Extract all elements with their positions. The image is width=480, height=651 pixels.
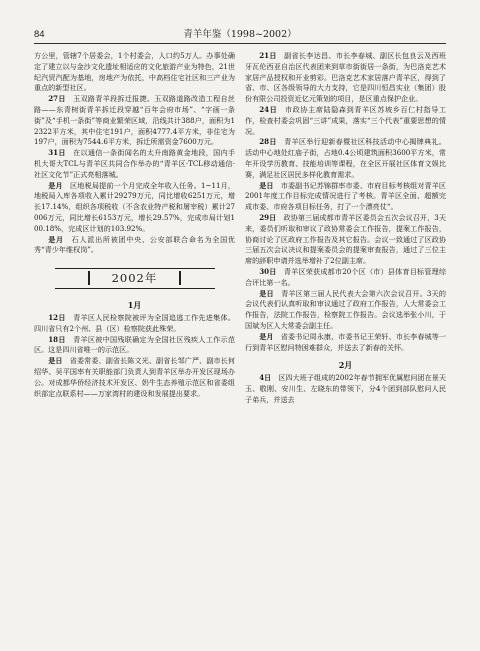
- left-column: [34, 51, 235, 406]
- entry-date: 31日: [48, 148, 66, 158]
- entry-text: 青羊区被中国残联确定为全国社区残疾人工作示范区。这是四川省唯一的示范区。: [34, 334, 236, 355]
- entry-date: 27日: [48, 94, 66, 104]
- year-heading-text: 2002年: [88, 271, 182, 285]
- entry-text: 市委副书记苏锦群率市委、市府目标考核组对青羊区2001年度工作目标完成情况进行了考核。青羊区全面、超额完成市委、市府各项目标任务，打了一个漂亮仗“。: [245, 180, 447, 212]
- entry-date: 是月: [48, 180, 63, 190]
- entry: [34, 181, 235, 235]
- entry-date: 30日: [259, 266, 277, 276]
- entry-date: 28日: [259, 137, 277, 147]
- entry-text: 玉双路青羊段拆迁报捷。玉双路道路改造工程自丝路——东青树街青羊拆迁段穿越“百年会府市场”、“字画一条街”及“手机一条街”等商业繁荣区域，沿线共计388户，面积为12322平方米，其中住宅191户，面积4777.4平方米，非住宅为197户，面积为7544.6平方米，拆迁所需资金7600万元。: [34, 94, 236, 147]
- entry-text: 省委书记周永康、市委书记王荣轩、市长李春城等一行到青羊区慰问特困难群众，并送去了新春的关怀。: [245, 331, 447, 352]
- page-header: [34, 30, 446, 44]
- entry-date: 18日: [48, 334, 66, 344]
- entry-date: 29日: [259, 212, 277, 222]
- entry: [245, 51, 446, 105]
- entry-date: 是月: [259, 331, 274, 341]
- entry-text: 副省长李达昌、市长李春城、副区长包良云及西班牙瓦伦西亚自治区代表团来到草市街街居一条街，为巴洛克艺术家居产品授权和开业剪彩。巴洛克艺术家居落户青羊区，得到了省、市、区各级领导的大力支持，它是四川恒昌实业（集团）股份有限公司投资近亿元策划的项目，是区重点保护企业。: [245, 51, 447, 104]
- entry: [245, 373, 446, 405]
- entry-text: 青羊区人民检察院被评为全国追逃工作先进集体。四川省只有2个州、县（区）检察院获此殊荣。: [34, 312, 236, 333]
- month-heading: 2月: [338, 360, 353, 371]
- paragraph: [34, 51, 235, 94]
- entry: [245, 332, 446, 354]
- entry: [245, 213, 446, 267]
- entry-text: 政协第三届成都市青羊区委员会五次会议召开，3天来，委员们听取和审议了政协常委会工作报告，提案工作报告，协商讨论了区政府工作报告及其它报告。会议一致通过了区政协三届五次会议决议和提案委员会的提案审查报告，通过了三位主席的辞职申请并选举增补了2位副主席。: [245, 212, 447, 266]
- entry-date: 24日: [259, 104, 278, 114]
- entry: [245, 267, 446, 289]
- page-number: 84: [34, 29, 45, 40]
- entry-text: 区四大班子组成的2002年春节拥军优属慰问团在景天玉、敬刚、安川生、左晓东的带领下，分4个团到部队慰问人民子弟兵，并送去: [245, 373, 447, 404]
- entry-text: 省委常委、副省长陈文光、副省长邹广严、副市长何绍华、吴平国率有关职能部门负责人到青羊区举办开发区现场办公。对成都华侨经济技术开发区、奶牛生态养殖示范区和省委组织部定点联系村——万家湾村的建设和发展提出要求。: [34, 356, 236, 398]
- two-columns: [34, 51, 446, 406]
- year-heading: [55, 268, 215, 289]
- entry-text: 石人派出所被团中央、公安部联合命名为全国优秀“青少年维权岗”。: [34, 234, 236, 255]
- entry-date: 4日: [259, 373, 272, 383]
- entry-text: 市政协主席陆隐森到青羊区苏坡乡百仁村指导工作，检查村委会巩固“三讲”成果，落实“三个代表”重要思想的情况。: [245, 104, 447, 136]
- paragraph-text: 方公里，管辖7个居委会，1个村委会，人口约5万人。办事处确定了建立以与金沙文化遗址相适应的文化旅游产业为特色，21世纪汽贸汽配为基地，房地产为依托，中高档住宅社区和三产业为重点的新型社区。: [34, 51, 235, 93]
- entry-text: 青羊区举行迎新春暨社区科技活动中心揭牌典礼。活动中心地处红庙子街，占地0.4公顷建筑面积3600平方米，常年开设学历教育、技能培训等课程，在全区开展社区体育文娱比赛，满足社区居民多样化教育需求。: [245, 137, 447, 179]
- entry-date: 21日: [259, 51, 277, 60]
- month-heading: 1月: [127, 299, 142, 310]
- entry: [34, 356, 235, 399]
- entry: [34, 94, 235, 148]
- entry: [245, 105, 446, 137]
- entry-text: 区地税局提前一个月完成全年收入任务。1~11月，地税局入库各项收入累计29279万元，同比增收6251万元，增长17.14%，组织各项税收（不含农业特产税和屠宰税）累计27006万元，同比增长6153万元，增长29.57%，完成市局计划100.18%，完成区计划的103.92%。: [34, 180, 236, 233]
- entry-text: 青羊区第三届人民代表大会第六次会议召开。3天的会议代表们认真听取和审议通过了政府工作报告，人大常委会工作报告，法院工作报告，检察院工作报告。会议选举张小川，于国斌为区人大常委会副主任。: [245, 288, 447, 330]
- running-title: 青羊年鉴（1998~2002）: [183, 29, 297, 40]
- entry-date: 是日: [259, 180, 274, 190]
- entry-date: 是月: [48, 234, 64, 244]
- entry: [34, 148, 235, 180]
- entry: [34, 335, 235, 357]
- entry: [245, 137, 446, 180]
- entry: [34, 235, 235, 257]
- right-column: [245, 51, 446, 406]
- entry-text: 青羊区荣获成都市20个区（市）县体育目标管理综合评比第一名。: [245, 266, 447, 287]
- entry-date: 是日: [259, 288, 274, 298]
- entry: [245, 181, 446, 213]
- entry: [245, 289, 446, 332]
- entry-date: 是日: [48, 356, 63, 366]
- entry-date: 12日: [48, 312, 66, 322]
- entry: [34, 313, 235, 335]
- entry-text: 在以通信一条街闻名的太升南路黄金地段，国内手机大哥大TCL与青羊区共同合作举办的“青羊区·TCL移动通信·社区文化节”正式亮相落城。: [34, 148, 236, 179]
